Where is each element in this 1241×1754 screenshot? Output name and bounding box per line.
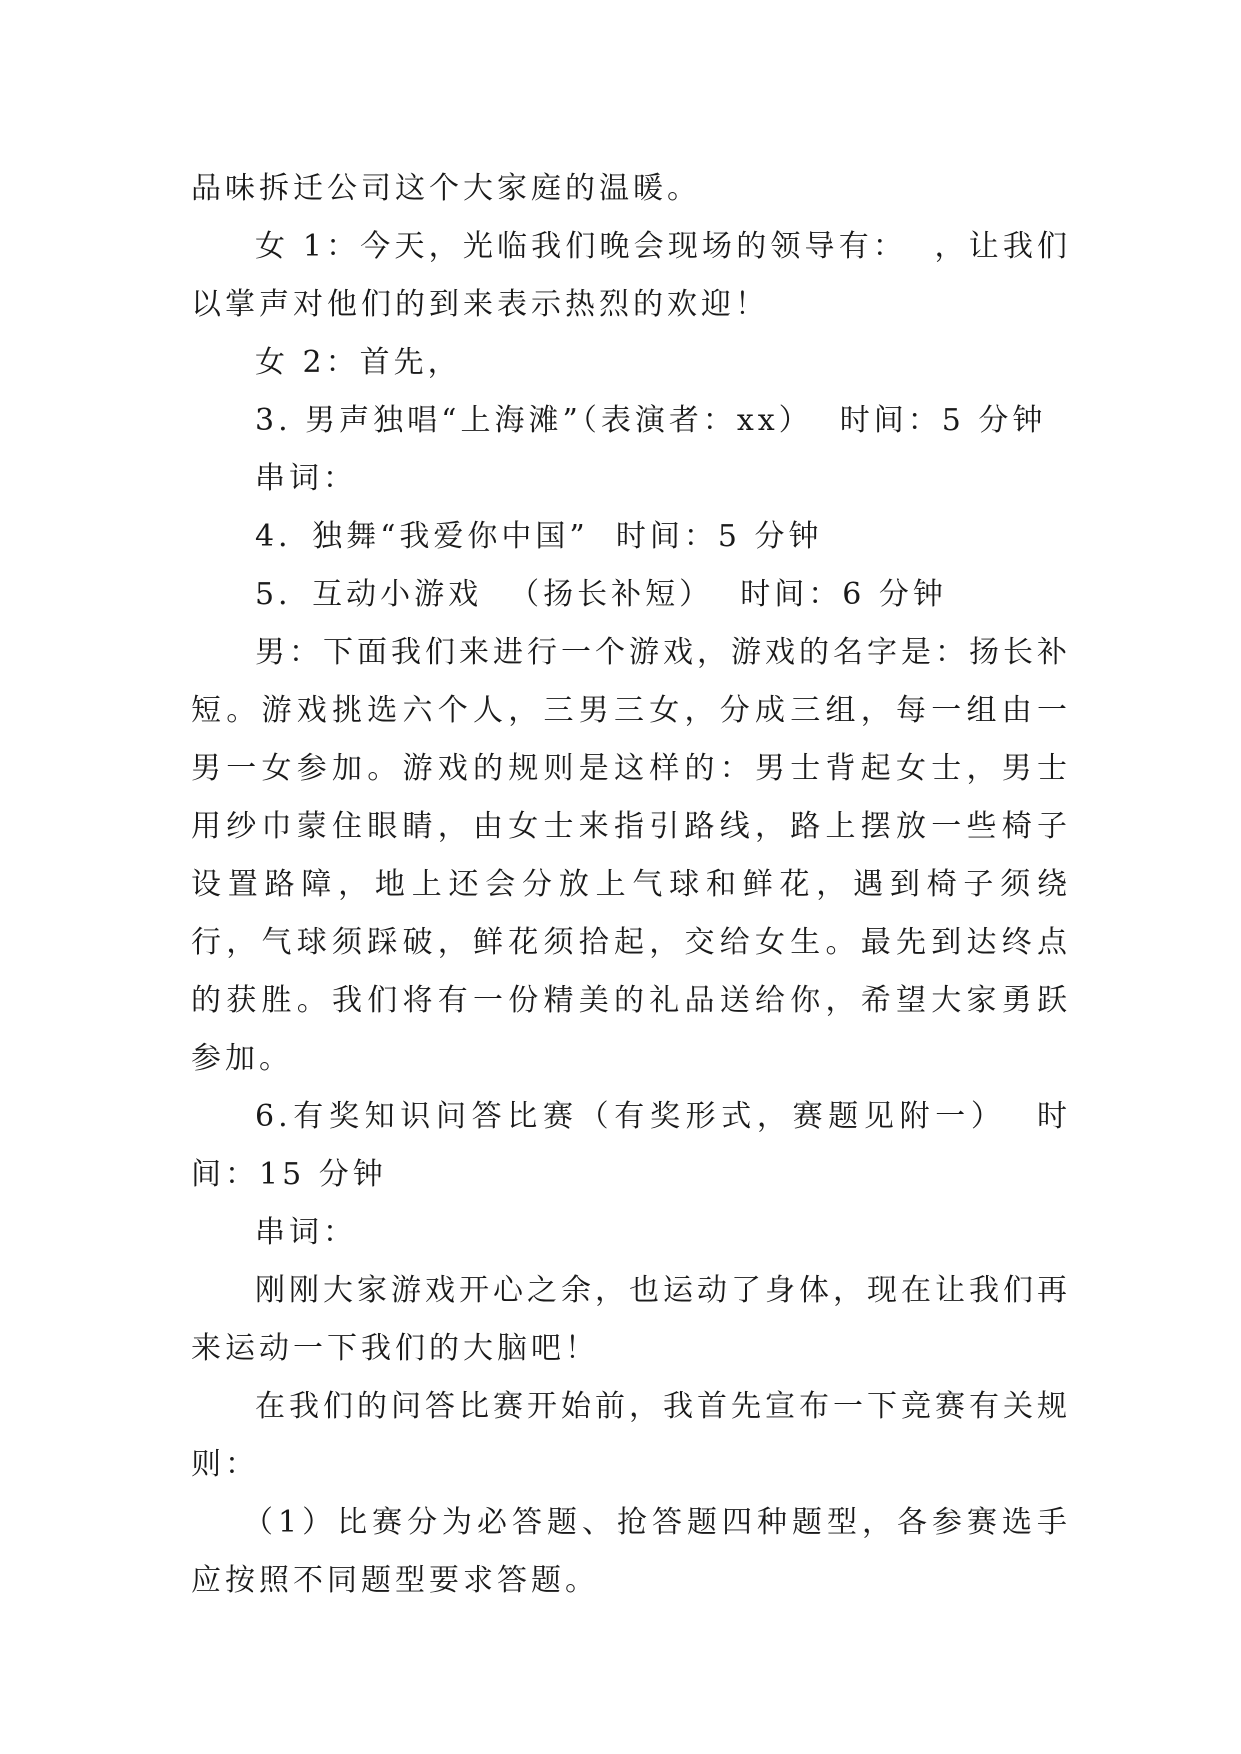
document-body — [191, 160, 1071, 1610]
paragraph: （1）比赛分为必答题、抢答题四种题型，各参赛选手应按照不同题型要求答题。 — [191, 1505, 1071, 1598]
paragraph: 串词： — [255, 461, 357, 496]
paragraph: 在我们的问答比赛开始前，我首先宣布一下竞赛有关规则： — [191, 1389, 1071, 1482]
paragraph: 品味拆迁公司这个大家庭的温暖。 — [191, 171, 701, 206]
paragraph: 6.有奖知识问答比赛（有奖形式，赛题见附一） 时间：15 分钟 — [191, 1099, 1071, 1192]
paragraph: 5．互动小游戏 （扬长补短） 时间：6 分钟 — [255, 577, 947, 612]
paragraph: 刚刚大家游戏开心之余，也运动了身体，现在让我们再来运动一下我们的大脑吧！ — [191, 1273, 1071, 1366]
paragraph: 3. 男声独唱“上海滩”（表演者：xx） 时间：5 分钟 — [255, 403, 1047, 438]
paragraph: 女 2：首先， — [255, 345, 462, 380]
paragraph: 男：下面我们来进行一个游戏，游戏的名字是：扬长补短。游戏挑选六个人，三男三女，分成三组，每一组由一男一女参加。游戏的规则是这样的：男士背起女士，男士用纱巾蒙住眼睛，由女士来指引路线，路上摆放一些椅子设置路障，地上还会分放上气球和鲜花，遇到椅子须绕行，气球须踩破，鲜花须拾起，交给女生。最先到达终点的获胜。我们将有一份精美的礼品送给你，希望大家勇跃参加。 — [191, 635, 1071, 1076]
paragraph: 女 1：今天，光临我们晚会现场的领导有： ，让我们以掌声对他们的到来表示热烈的欢迎！ — [191, 229, 1071, 322]
paragraph: 串词： — [255, 1215, 357, 1250]
paragraph: 4．独舞“我爱你中国” 时间：5 分钟 — [255, 519, 823, 554]
